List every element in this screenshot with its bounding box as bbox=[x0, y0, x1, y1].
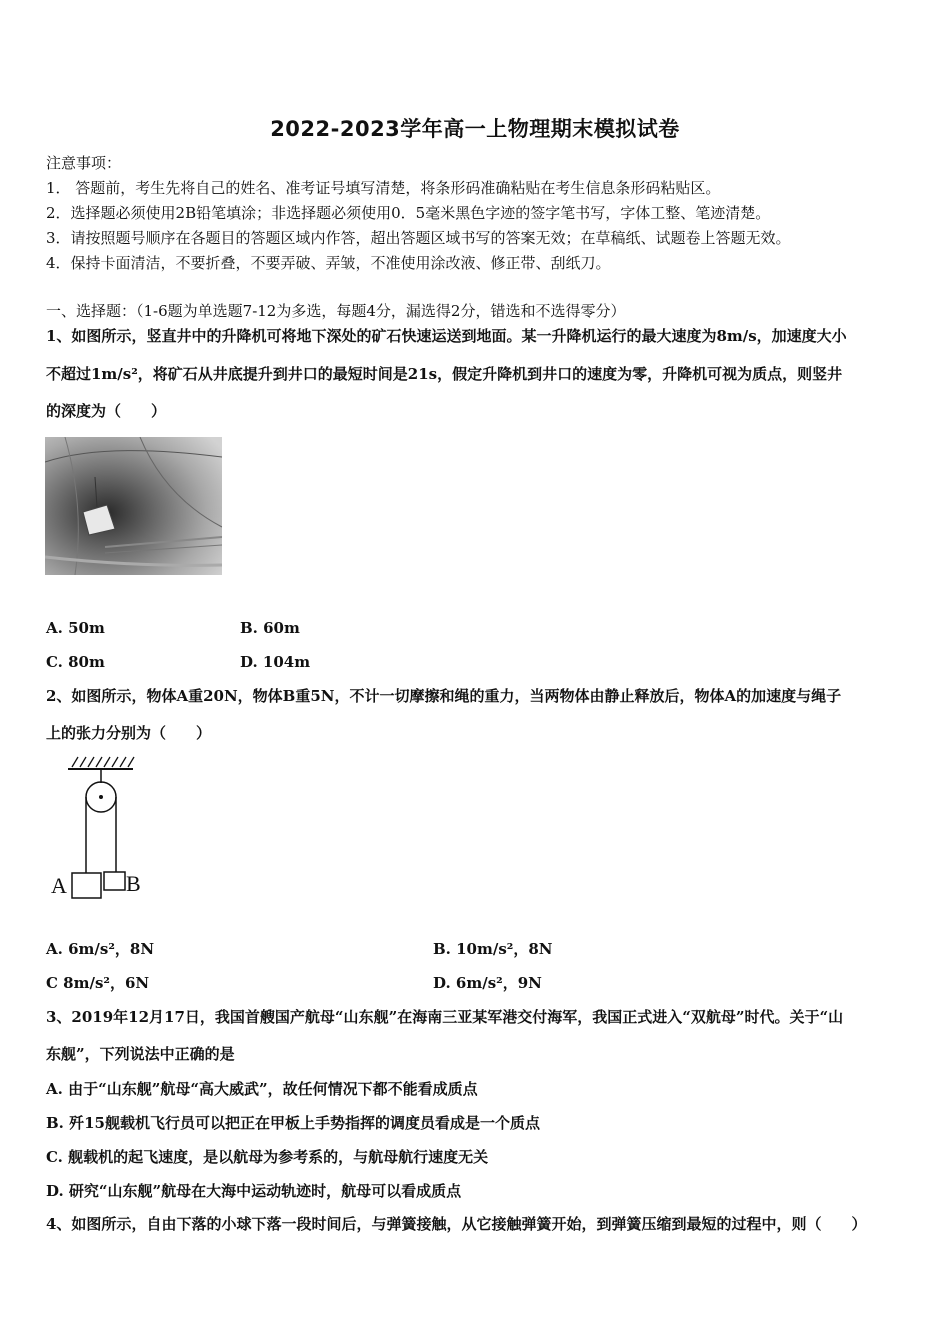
option-d[interactable]: D. 6m/s²，9N bbox=[433, 974, 542, 992]
option-b[interactable]: B. 10m/s²，8N bbox=[433, 940, 553, 958]
option-c[interactable]: C. 舰载机的起飞速度，是以航母为参考系的，与航母航行速度无关 bbox=[46, 1148, 489, 1166]
question-text: 不超过1m/s²，将矿石从井底提升到井口的最短时间是21s，假定升降机到井口的速度为零，升降机可视为质点，则竖井 bbox=[46, 365, 843, 383]
question-text: 的深度为（ ） bbox=[46, 402, 167, 420]
option-a[interactable]: A. 6m/s²，8N bbox=[46, 940, 155, 958]
question-text: 2、如图所示，物体A重20N，物体B重5N，不计一切摩擦和绳的重力，当两物体由静止释放后，物体A的加速度与绳子 bbox=[46, 687, 842, 705]
option-b[interactable]: B. 60m bbox=[240, 619, 300, 637]
notice-item: 1． 答题前，考生先将自己的姓名、准考证号填写清楚，将条形码准确粘贴在考生信息条形码粘贴区。 bbox=[46, 179, 721, 197]
option-c[interactable]: C. 80m bbox=[46, 653, 105, 671]
question-text: 东舰”，下列说法中正确的是 bbox=[46, 1045, 235, 1063]
notice-item: 3．请按照题号顺序在各题目的答题区域内作答，超出答题区域书写的答案无效；在草稿纸、试题卷上答题无效。 bbox=[46, 229, 791, 247]
question-text: 4、如图所示，自由下落的小球下落一段时间后，与弹簧接触，从它接触弹簧开始，到弹簧压缩到最短的过程中，则（ ） bbox=[46, 1215, 867, 1233]
section-heading: 一、选择题：（1-6题为单选题7-12为多选，每题4分，漏选得2分，错选和不选得零分） bbox=[46, 302, 626, 320]
label-a: A bbox=[51, 873, 67, 898]
notice-heading: 注意事项： bbox=[46, 154, 122, 172]
option-d[interactable]: D. 104m bbox=[240, 653, 311, 671]
page-title: 2022-2023学年高一上物理期末模拟试卷 bbox=[270, 117, 680, 141]
pulley-diagram bbox=[48, 755, 153, 903]
question-text: 上的张力分别为（ ） bbox=[46, 724, 212, 742]
question-text: 1、如图所示，竖直井中的升降机可将地下深处的矿石快速运送到地面。某一升降机运行的最大速度为8m/s，加速度大小 bbox=[46, 327, 847, 345]
mine-shaft-photo bbox=[45, 437, 222, 575]
option-b[interactable]: B. 歼15舰载机飞行员可以把正在甲板上手势指挥的调度员看成是一个质点 bbox=[46, 1114, 540, 1132]
label-b: B bbox=[126, 871, 141, 896]
notice-item: 2．选择题必须使用2B铅笔填涂；非选择题必须使用0．5毫米黑色字迹的签字笔书写，字体工整、笔迹清楚。 bbox=[46, 204, 771, 222]
option-a[interactable]: A. 50m bbox=[46, 619, 105, 637]
option-d[interactable]: D. 研究“山东舰”航母在大海中运动轨迹时，航母可以看成质点 bbox=[46, 1182, 462, 1200]
notice-item: 4．保持卡面清洁，不要折叠，不要弄破、弄皱，不准使用涂改液、修正带、刮纸刀。 bbox=[46, 254, 611, 272]
question-text: 3、2019年12月17日，我国首艘国产航母“山东舰”在海南三亚某军港交付海军，我国正式进入“双航母”时代。关于“山 bbox=[46, 1008, 844, 1026]
option-a[interactable]: A. 由于“山东舰”航母“高大威武”，故任何情况下都不能看成质点 bbox=[46, 1080, 478, 1098]
option-c[interactable]: C 8m/s²，6N bbox=[46, 974, 150, 992]
